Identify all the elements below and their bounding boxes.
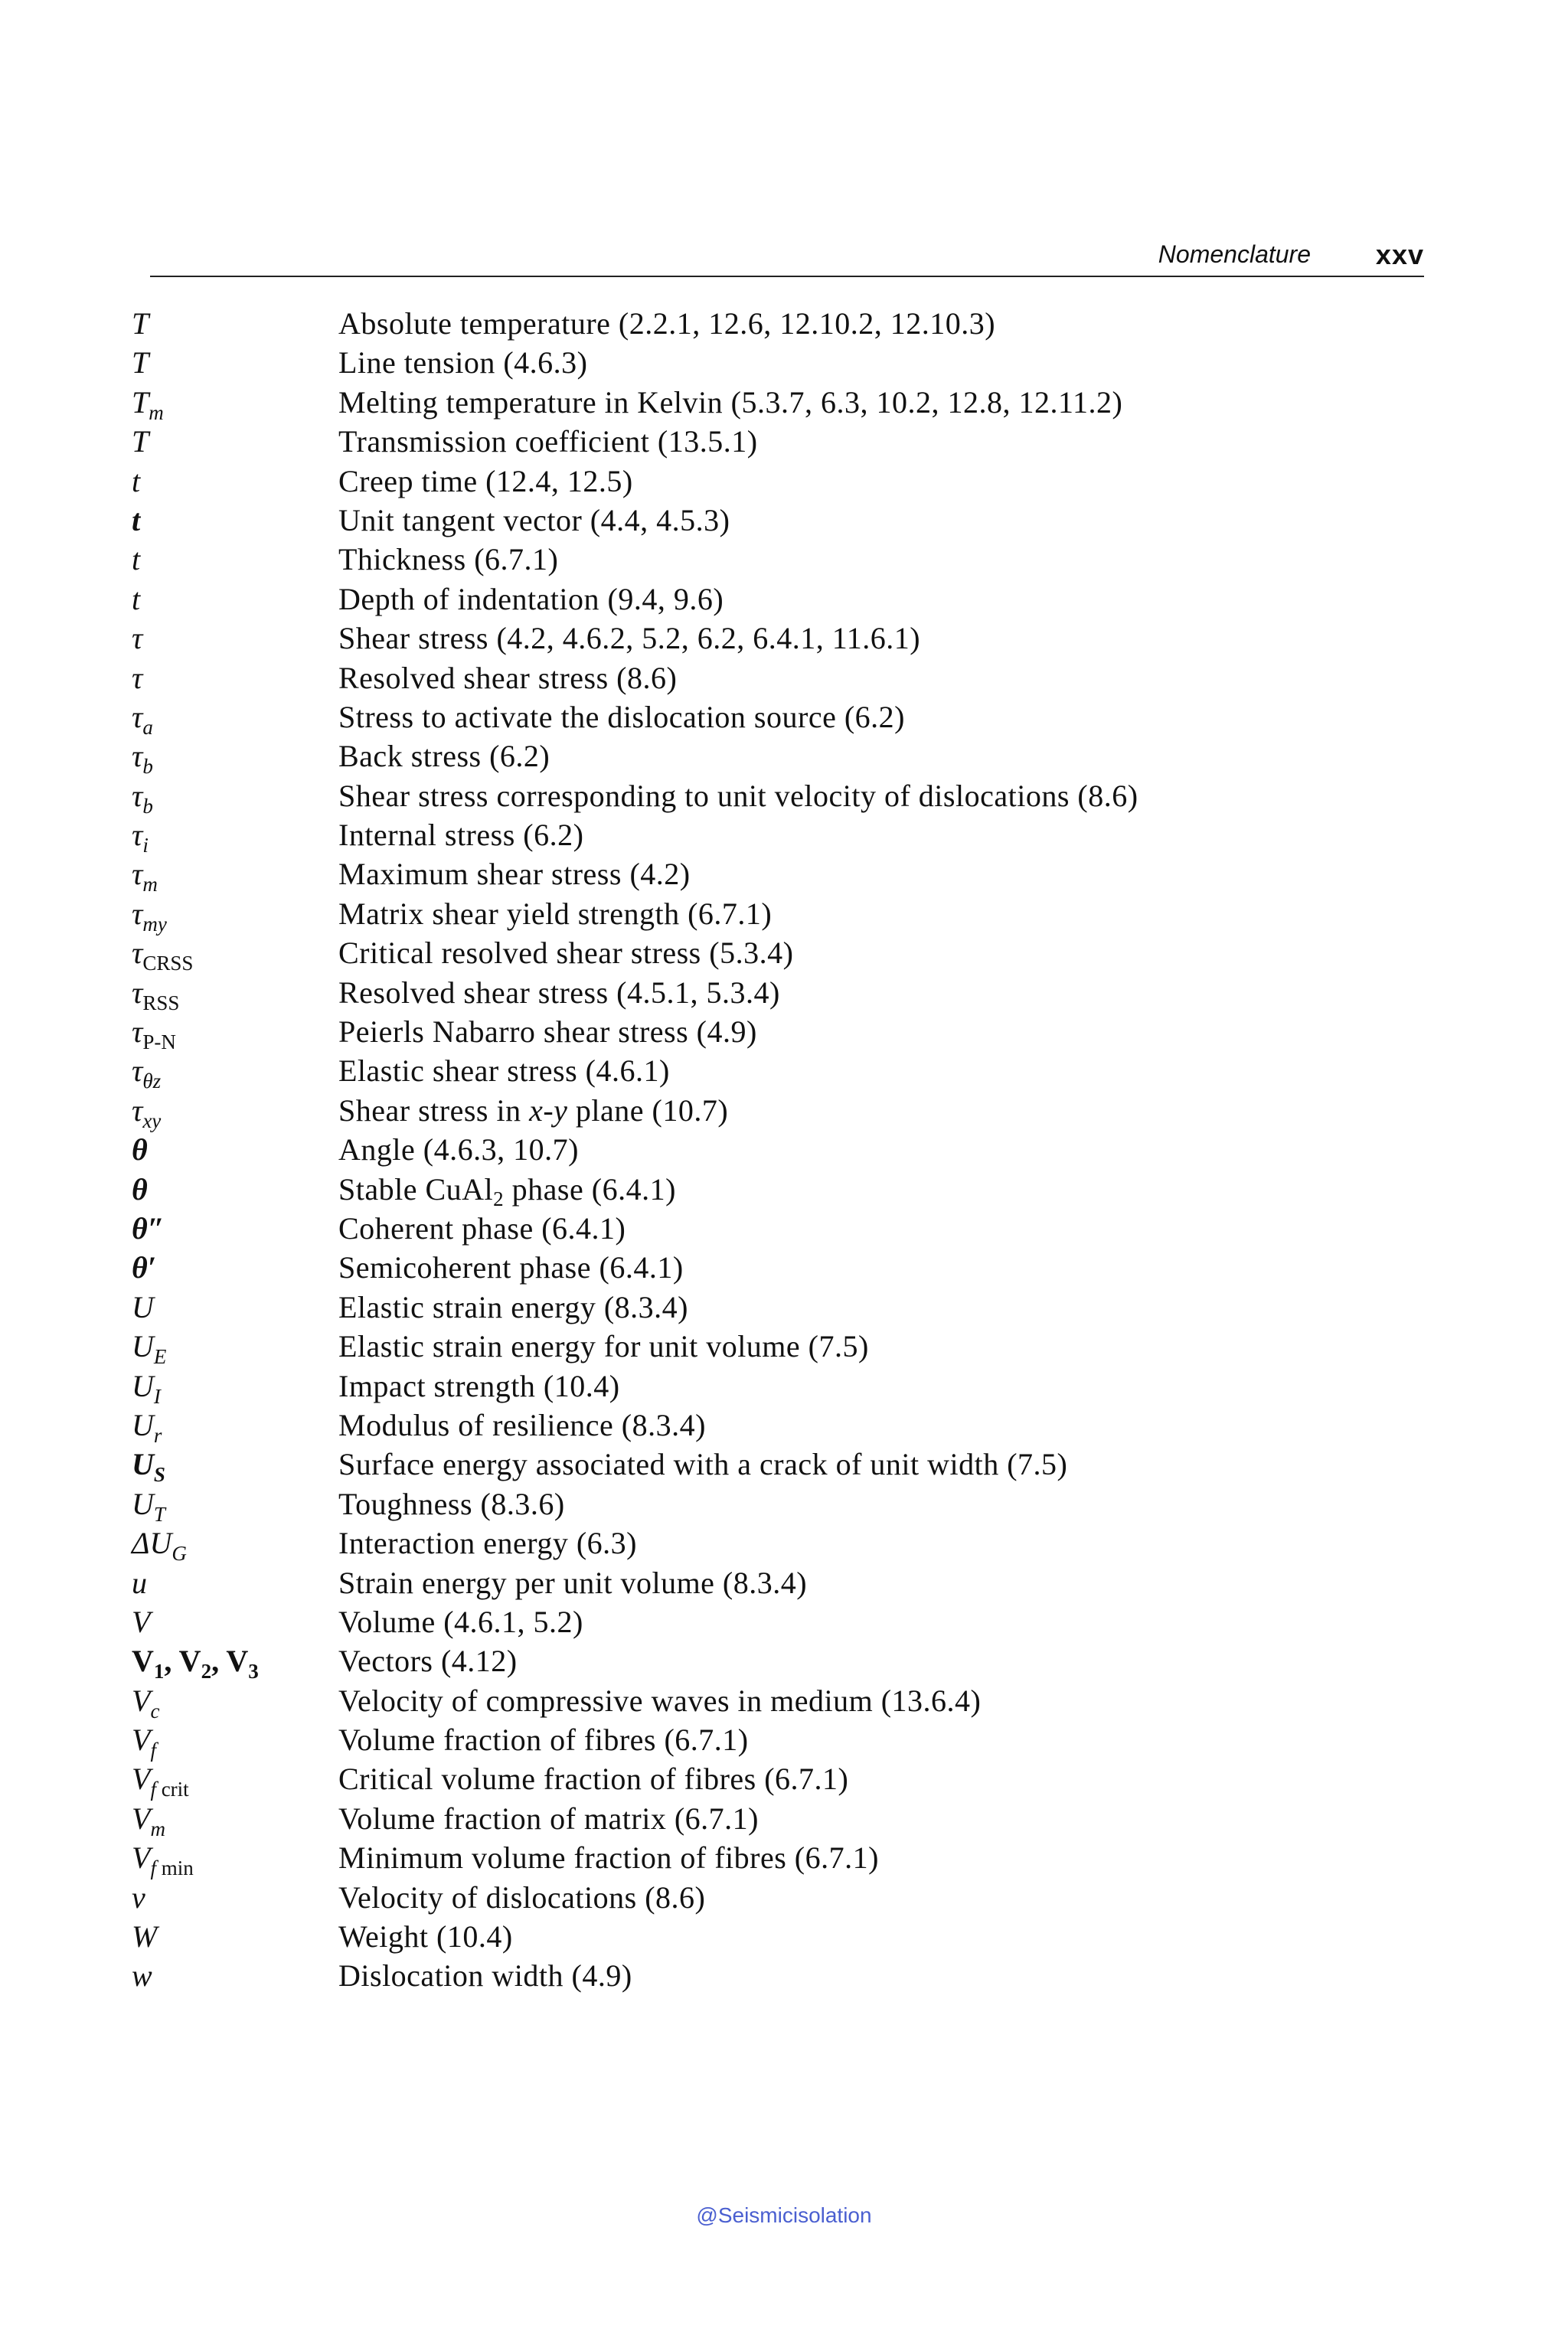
entry-symbol: t	[132, 542, 141, 577]
entry-symbol: θ	[132, 1132, 148, 1168]
entry-description: Strain energy per unit volume (8.3.4)	[338, 1565, 808, 1600]
entry-symbol: $\tau_{RSS}$	[132, 975, 180, 1014]
entry-symbol: $V_f$ $_{min}$	[132, 1840, 194, 1880]
entry-symbol: v	[132, 1879, 145, 1915]
entry-description: Dislocation width (4.9)	[338, 1958, 632, 1994]
nomenclature-entry	[132, 1799, 1433, 1838]
entry-symbol: $U_I$	[132, 1368, 161, 1408]
running-header	[150, 239, 1424, 277]
entry-symbol: t	[132, 463, 141, 498]
nomenclature-entry	[132, 1091, 1433, 1130]
nomenclature-entry	[132, 1051, 1433, 1093]
entry-symbol: $\tau_{P-N}$	[132, 1014, 176, 1054]
entry-description: Maximum shear stress (4.2)	[338, 857, 691, 892]
entry-symbol: $\tau_m$	[132, 857, 158, 896]
nomenclature-entry	[132, 1130, 1433, 1169]
entry-description: Unit tangent vector (4.4, 4.5.3)	[338, 502, 730, 537]
nomenclature-entry	[132, 619, 1433, 658]
entry-symbol: $\tau_b$	[132, 778, 153, 818]
entry-symbol: θ	[132, 1171, 148, 1207]
nomenclature-entry	[132, 383, 1433, 422]
entry-description: Creep time (12.4, 12.5)	[338, 463, 633, 498]
entry-symbol: θ″	[132, 1210, 165, 1246]
entry-description: Semicoherent phase (6.4.1)	[338, 1250, 684, 1285]
nomenclature-entry	[132, 1917, 1433, 1956]
entry-description: Coherent phase (6.4.1)	[338, 1210, 626, 1246]
entry-symbol: T	[132, 424, 149, 459]
entry-symbol: w	[132, 1958, 152, 1994]
entry-description: Interaction energy (6.3)	[338, 1526, 637, 1561]
entry-symbol: $\tau_{CRSS}$	[132, 936, 194, 975]
entry-description: Depth of indentation (9.4, 9.6)	[338, 581, 724, 616]
nomenclature-entry	[132, 580, 1433, 619]
nomenclature-entry	[132, 1838, 1433, 1880]
entry-symbol: $V_m$	[132, 1801, 165, 1840]
nomenclature-entry	[132, 736, 1433, 779]
nomenclature-entry	[132, 697, 1433, 739]
entry-description: Back stress (6.2)	[338, 739, 550, 774]
entry-symbol: $V_f$	[132, 1723, 156, 1762]
entry-symbol: τ	[132, 660, 143, 695]
entry-symbol: $V_c$	[132, 1683, 160, 1723]
entry-description: Stress to activate the dislocation source (6.2)	[338, 699, 905, 734]
entry-symbol: $\tau_b$	[132, 739, 153, 779]
entry-symbol: $V_1$, $V_2$, $V_3$	[132, 1644, 259, 1683]
nomenclature-entry	[132, 1878, 1433, 1917]
entry-symbol: V	[132, 1604, 151, 1639]
entry-symbol: $U_S$	[132, 1447, 165, 1487]
entry-symbol: $U_E$	[132, 1329, 167, 1369]
running-title: Nomenclature	[1158, 240, 1311, 268]
nomenclature-entry	[132, 1445, 1433, 1487]
entry-description: Volume fraction of fibres (6.7.1)	[338, 1723, 749, 1758]
entry-symbol: $\tau_i$	[132, 818, 149, 857]
entry-description: Line tension (4.6.3)	[338, 345, 588, 380]
entry-description: Resolved shear stress (4.5.1, 5.3.4)	[338, 975, 780, 1010]
entry-description: Modulus of resilience (8.3.4)	[338, 1407, 706, 1442]
entry-symbol: $\tau_a$	[132, 699, 153, 739]
entry-symbol: $\tau_{xy}$	[132, 1092, 162, 1132]
nomenclature-entry	[132, 501, 1433, 540]
entry-symbol: T	[132, 345, 149, 380]
nomenclature-entry	[132, 1956, 1433, 1995]
entry-description: Minimum volume fraction of fibres (6.7.1)	[338, 1840, 879, 1876]
entry-description: Volume fraction of matrix (6.7.1)	[338, 1801, 759, 1836]
nomenclature-entry	[132, 1209, 1433, 1248]
nomenclature-entry	[132, 422, 1433, 461]
entry-description: Elastic shear stress (4.6.1)	[338, 1053, 670, 1089]
entry-description: Shear stress corresponding to unit velocity of dislocations (8.6)	[338, 778, 1138, 813]
nomenclature-entry	[132, 1602, 1433, 1641]
entry-description: Shear stress in x-y plane (10.7)	[338, 1092, 729, 1128]
entry-description: Thickness (6.7.1)	[338, 542, 559, 577]
entry-description: Shear stress (4.2, 4.6.2, 5.2, 6.2, 6.4.1, 11.6.1)	[338, 621, 921, 656]
entry-description: Resolved shear stress (8.6)	[338, 660, 678, 695]
entry-symbol: t	[132, 502, 141, 537]
entry-symbol: T	[132, 306, 149, 341]
entry-symbol: t	[132, 581, 141, 616]
watermark: @Seismicisolation	[696, 2203, 872, 2227]
nomenclature-entry	[132, 1406, 1433, 1445]
nomenclature-entry	[132, 1327, 1433, 1369]
nomenclature-entry	[132, 462, 1433, 501]
entry-description: Absolute temperature (2.2.1, 12.6, 12.10.2, 12.10.3)	[338, 306, 996, 341]
entry-description: Surface energy associated with a crack of unit width (7.5)	[338, 1447, 1068, 1482]
page-number: xxv	[1375, 239, 1424, 270]
entry-description: Weight (10.4)	[338, 1919, 513, 1955]
entry-symbol: $U_r$	[132, 1407, 162, 1447]
nomenclature-entry	[132, 1288, 1433, 1327]
entry-symbol: $\tau_{\theta z}$	[132, 1053, 162, 1093]
nomenclature-entry	[132, 1484, 1433, 1526]
nomenclature-entry	[132, 933, 1433, 975]
nomenclature-entry	[132, 1248, 1433, 1287]
entry-description: Toughness (8.3.6)	[338, 1486, 565, 1521]
entry-description: Critical resolved shear stress (5.3.4)	[338, 936, 794, 971]
nomenclature-entry	[132, 1563, 1433, 1602]
nomenclature-entry	[132, 815, 1433, 857]
nomenclature-entry	[132, 1641, 1433, 1683]
entry-description: Stable CuAl$_2$ phase (6.4.1)	[338, 1171, 676, 1210]
entry-description: Vectors (4.12)	[338, 1644, 518, 1679]
entry-symbol: $T_m$	[132, 384, 164, 424]
entry-symbol: W	[132, 1919, 158, 1955]
entry-description: Impact strength (10.4)	[338, 1368, 620, 1403]
entry-symbol: u	[132, 1565, 147, 1600]
nomenclature-entry	[132, 1759, 1433, 1801]
entry-description: Transmission coefficient (13.5.1)	[338, 424, 758, 459]
entry-description: Matrix shear yield strength (6.7.1)	[338, 896, 773, 931]
entry-symbol: U	[132, 1289, 154, 1324]
entry-description: Volume (4.6.1, 5.2)	[338, 1604, 583, 1639]
entry-description: Velocity of compressive waves in medium (13.6.4)	[338, 1683, 982, 1718]
nomenclature-entry	[132, 854, 1433, 896]
nomenclature-entry	[132, 894, 1433, 936]
entry-description: Angle (4.6.3, 10.7)	[338, 1132, 579, 1168]
nomenclature-entry	[132, 658, 1433, 697]
entry-description: Elastic strain energy (8.3.4)	[338, 1289, 688, 1324]
entry-symbol: θ′	[132, 1250, 157, 1285]
entry-description: Internal stress (6.2)	[338, 818, 584, 853]
nomenclature-entry	[132, 973, 1433, 1012]
entry-description: Melting temperature in Kelvin (5.3.7, 6.3, 10.2, 12.8, 12.11.2)	[338, 384, 1123, 420]
nomenclature-entry	[132, 776, 1433, 818]
nomenclature-entry	[132, 1681, 1433, 1723]
entry-symbol: τ	[132, 621, 143, 656]
entry-symbol: $V_f$ $_{crit}$	[132, 1762, 189, 1801]
entry-description: Elastic strain energy for unit volume (7.5)	[338, 1329, 869, 1364]
nomenclature-entry	[132, 1170, 1433, 1209]
nomenclature-entry	[132, 1012, 1433, 1054]
entry-description: Velocity of dislocations (8.6)	[338, 1879, 706, 1915]
entry-symbol: $\Delta U_G$	[132, 1526, 187, 1566]
entry-symbol: $\tau_{my}$	[132, 896, 167, 936]
nomenclature-entry	[132, 343, 1433, 382]
nomenclature-entry	[132, 1720, 1433, 1762]
nomenclature-list	[132, 304, 1433, 1996]
nomenclature-entry	[132, 1367, 1433, 1406]
entry-symbol: $U_T$	[132, 1486, 165, 1526]
entry-description: Peierls Nabarro shear stress (4.9)	[338, 1014, 757, 1050]
nomenclature-entry	[132, 1523, 1433, 1566]
nomenclature-entry	[132, 540, 1433, 579]
entry-description: Critical volume fraction of fibres (6.7.1)	[338, 1762, 849, 1797]
nomenclature-entry	[132, 304, 1433, 343]
